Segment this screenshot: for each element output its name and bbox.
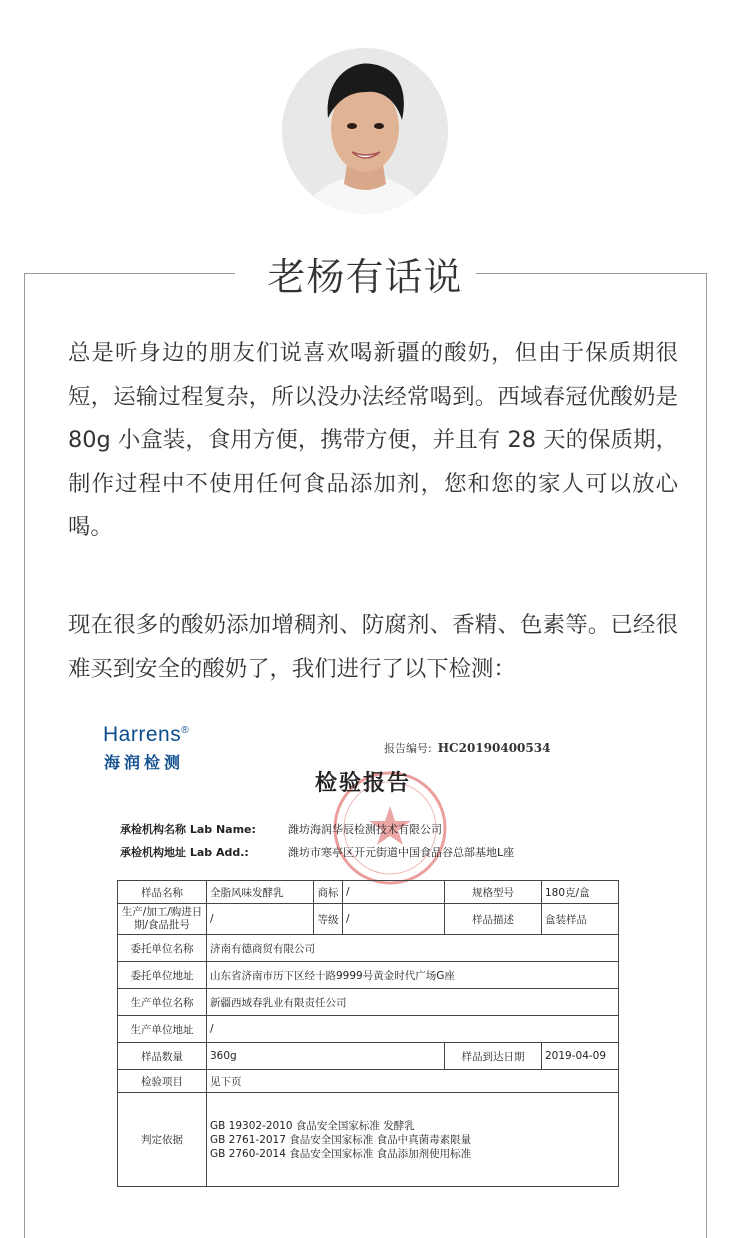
table-row: 检验项目 见下页	[118, 1070, 619, 1093]
table-row: 委托单位地址 山东省济南市历下区经十路9999号黄金时代广场G座	[118, 962, 619, 989]
table-row: 生产单位名称 新疆西域春乳业有限责任公司	[118, 989, 619, 1016]
portrait-image	[282, 48, 448, 214]
report-title: 检验报告	[315, 771, 412, 796]
standard-line: GB 2761-2017 食品安全国家标准 食品中真菌毒素限量	[210, 1133, 472, 1146]
table-row: 判定依据 GB 19302-2010 食品安全国家标准 发酵乳 GB 2761-2017 食品安全国家标准 食品中真菌毒素限量 GB 2760-2014 食品安全国家标准 食品添加剂使用标准	[118, 1093, 619, 1187]
inspection-report-image	[0, 712, 730, 1238]
standard-line: GB 19302-2010 食品安全国家标准 发酵乳	[210, 1119, 415, 1132]
lab-logo-chinese: 海润检测	[104, 753, 185, 772]
table-row: 样品名称 全脂风味发酵乳 商标 / 规格型号 180克/盒	[118, 881, 619, 904]
table-row: 生产单位地址 /	[118, 1016, 619, 1043]
lab-logo: Harrens®	[103, 723, 190, 746]
testing-paragraph: 现在很多的酸奶添加增稠剂、防腐剂、香精、色素等。已经很难买到安全的酸奶了，我们进行了以下检测：	[68, 612, 678, 682]
table-row: 委托单位名称 济南有德商贸有限公司	[118, 935, 619, 962]
report-number: 报告编号: HC20190400534	[384, 741, 551, 755]
lab-address-row: 承检机构地址 Lab Add.: 潍坊市寒亭区开元街道中国食品谷总部基地L座	[120, 846, 515, 859]
table-row: 样品数量 360g 样品到达日期 2019-04-09	[118, 1043, 619, 1070]
lab-name-row: 承检机构名称 Lab Name: 潍坊海润华辰检测技术有限公司	[120, 823, 442, 836]
table-row: 生产/加工/购进日期/食品批号 / 等级 / 样品描述 盒装样品	[118, 904, 619, 935]
intro-paragraph: 总是听身边的朋友们说喜欢喝新疆的酸奶，但由于保质期很短，运输过程复杂，所以没办法经常喝到。西域春冠优酸奶是 80g 小盒装，食用方便，携带方便，并且有 28 天的保质期，制作过程中不使用任何食品添加剂，您和您的家人可以放心喝。	[68, 340, 678, 540]
standard-line: GB 2760-2014 食品安全国家标准 食品添加剂使用标准	[210, 1147, 472, 1160]
section-heading: 老杨有话说	[267, 255, 463, 299]
avatar	[282, 48, 448, 214]
report-info-table	[117, 880, 619, 1187]
